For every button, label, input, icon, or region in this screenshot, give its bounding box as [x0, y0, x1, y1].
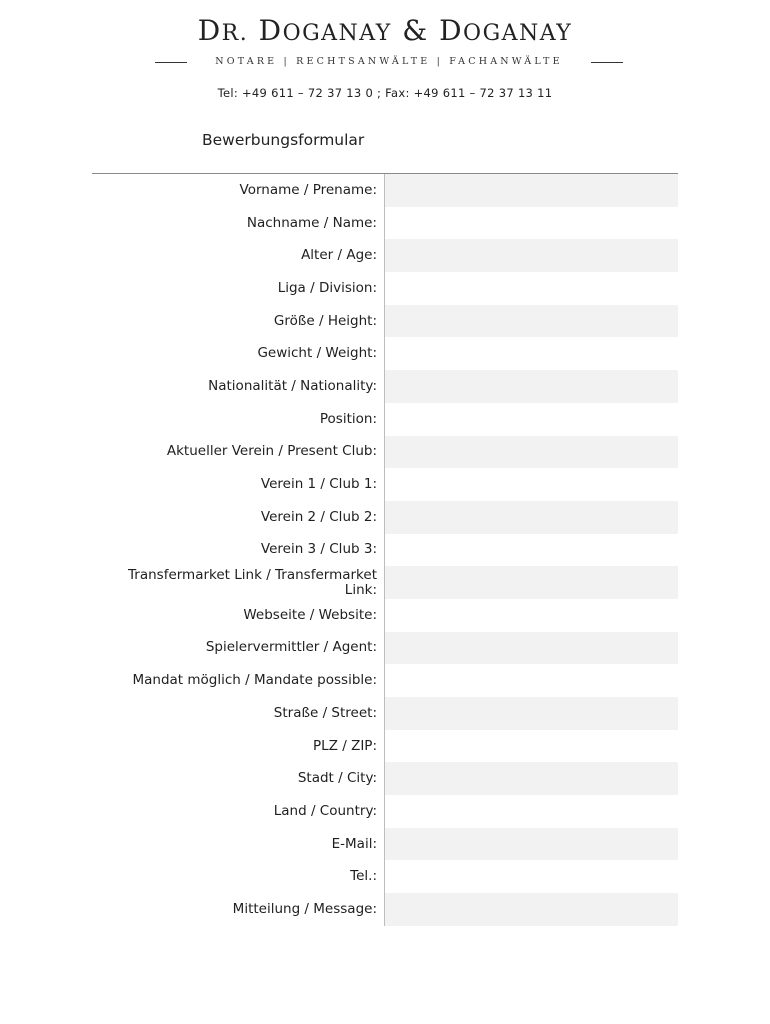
form-row — [92, 828, 678, 861]
field-label: Straße / Street: — [273, 704, 377, 721]
field-label: Verein 3 / Club 3: — [260, 541, 377, 558]
form-input-field[interactable] — [384, 207, 678, 240]
firm-name — [0, 14, 770, 47]
form-row — [92, 664, 678, 697]
firm-tagline: NOTARE | RECHTSANWÄLTE | FACHANWÄLTE — [215, 56, 563, 67]
form-input-field[interactable] — [384, 893, 678, 926]
form-row — [92, 239, 678, 272]
field-label: Liga / Division: — [277, 279, 377, 296]
form-row — [92, 207, 678, 240]
form-input-field[interactable] — [384, 174, 678, 207]
form-input-field[interactable] — [384, 501, 678, 534]
field-label: Stadt / City: — [297, 770, 377, 787]
form-row — [92, 174, 678, 207]
tagline-row — [155, 56, 623, 70]
form-row — [92, 860, 678, 893]
field-label: Spielervermittler / Agent: — [205, 639, 377, 656]
form-input-field[interactable] — [384, 436, 678, 469]
form-row — [92, 501, 678, 534]
tagline-rule-left — [155, 62, 187, 63]
form-input-field[interactable] — [384, 599, 678, 632]
form-row — [92, 762, 678, 795]
application-form — [92, 174, 678, 926]
form-row — [92, 599, 678, 632]
form-input-field[interactable] — [384, 795, 678, 828]
form-input-field[interactable] — [384, 697, 678, 730]
form-input-field[interactable] — [384, 762, 678, 795]
field-label: Mitteilung / Message: — [232, 900, 377, 917]
field-label: Vorname / Prename: — [239, 181, 377, 198]
field-label: Transfermarket Link / Transfermarket Link: — [128, 566, 377, 598]
form-row — [92, 697, 678, 730]
form-input-field[interactable] — [384, 272, 678, 305]
form-input-field[interactable] — [384, 337, 678, 370]
firm-name-part: D — [248, 14, 283, 47]
form-row — [92, 534, 678, 567]
field-label: Mandat möglich / Mandate possible: — [132, 672, 377, 689]
form-row — [92, 893, 678, 926]
tagline-rule-right — [591, 62, 623, 63]
field-label: E-Mail: — [331, 835, 377, 852]
form-row — [92, 632, 678, 665]
field-label: Verein 1 / Club 1: — [260, 476, 377, 493]
field-label: Alter / Age: — [301, 247, 377, 264]
field-label: Aktueller Verein / Present Club: — [166, 443, 377, 460]
form-input-field[interactable] — [384, 534, 678, 567]
form-row — [92, 337, 678, 370]
firm-name-part: & D — [391, 14, 464, 47]
field-label: Größe / Height: — [273, 312, 377, 329]
form-row — [92, 795, 678, 828]
form-row — [92, 272, 678, 305]
field-label: Nachname / Name: — [246, 214, 377, 231]
form-input-field[interactable] — [384, 239, 678, 272]
form-title: Bewerbungsformular — [202, 131, 365, 149]
field-label: Verein 2 / Club 2: — [260, 508, 377, 525]
form-input-field[interactable] — [384, 730, 678, 763]
field-label: Nationalität / Nationality: — [208, 377, 377, 394]
firm-name-part: R. — [221, 21, 249, 46]
form-input-field[interactable] — [384, 566, 678, 599]
field-label: Land / Country: — [273, 802, 377, 819]
form-row — [92, 305, 678, 338]
form-row — [92, 730, 678, 763]
form-row — [92, 403, 678, 436]
form-row — [92, 436, 678, 469]
form-input-field[interactable] — [384, 632, 678, 665]
contact-line: Tel: +49 611 – 72 37 13 0 ; Fax: +49 611 – 72 37 13 11 — [217, 86, 553, 100]
field-label: Position: — [319, 410, 377, 427]
form-input-field[interactable] — [384, 305, 678, 338]
firm-name-part: D — [197, 14, 222, 47]
form-row — [92, 370, 678, 403]
form-row — [92, 566, 678, 599]
firm-name-part: OGANAY — [463, 21, 573, 46]
form-input-field[interactable] — [384, 370, 678, 403]
field-label: Gewicht / Weight: — [257, 345, 377, 362]
field-label: Tel.: — [350, 868, 377, 885]
form-input-field[interactable] — [384, 468, 678, 501]
form-input-field[interactable] — [384, 664, 678, 697]
field-label: Webseite / Website: — [243, 606, 377, 623]
form-input-field[interactable] — [384, 860, 678, 893]
field-label: PLZ / ZIP: — [313, 737, 377, 754]
form-input-field[interactable] — [384, 403, 678, 436]
form-input-field[interactable] — [384, 828, 678, 861]
form-row — [92, 468, 678, 501]
firm-name-part: OGANAY — [282, 21, 392, 46]
